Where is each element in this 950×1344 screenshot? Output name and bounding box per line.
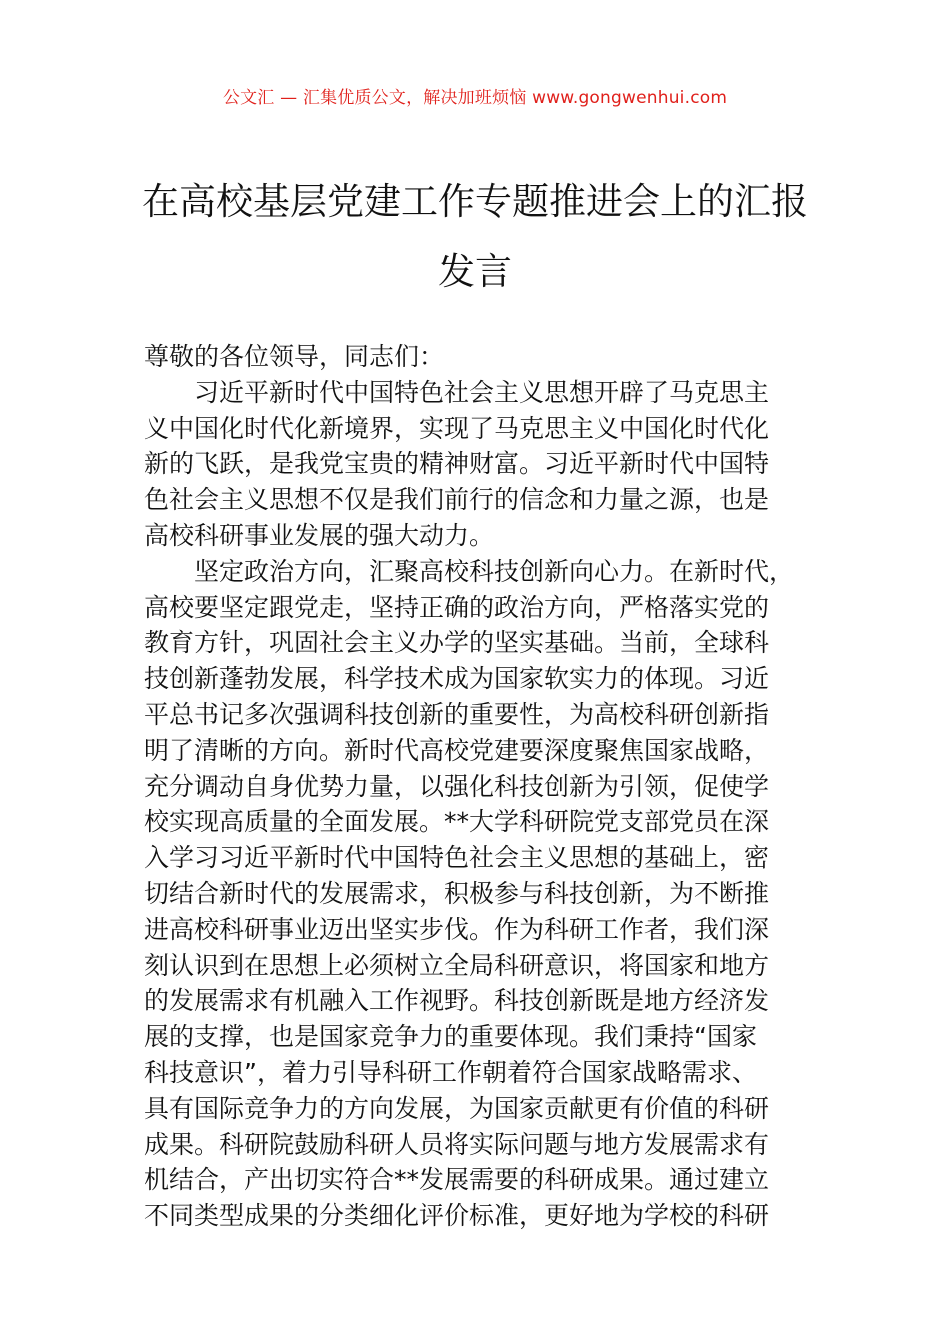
text-line: 切结合新时代的发展需求，积极参与科技创新，为不断推	[144, 878, 770, 908]
paragraph-2	[144, 554, 844, 1234]
document-title-line-1: 在高校基层党建工作专题推进会上的汇报	[142, 180, 808, 223]
text-line: 高校要坚定跟党走，坚持正确的政治方向，严格落实党的	[144, 592, 770, 622]
text-line: 高校科研事业发展的强大动力。	[144, 520, 495, 550]
text-line: 成果。科研院鼓励科研人员将实际问题与地方发展需求有	[144, 1129, 770, 1159]
salutation: 尊敬的各位领导，同志们：	[144, 342, 445, 371]
text-line: 科技意识”，着力引导科研工作朝着符合国家战略需求、	[144, 1057, 757, 1087]
text-line: 进高校科研事业迈出坚实步伐。作为科研工作者，我们深	[144, 914, 770, 944]
text-line: 校实现高质量的全面发展。**大学科研院党支部党员在深	[144, 807, 770, 837]
text-line: 坚定政治方向，汇聚高校科技创新向心力。在新时代，	[194, 556, 795, 586]
text-line: 具有国际竞争力的方向发展，为国家贡献更有价值的科研	[144, 1093, 770, 1123]
text-line: 色社会主义思想不仅是我们前行的信念和力量之源，也是	[144, 485, 770, 515]
text-line: 义中国化时代化新境界，实现了马克思主义中国化时代化	[144, 413, 770, 443]
text-line: 新的飞跃，是我党宝贵的精神财富。习近平新时代中国特	[144, 449, 770, 479]
text-line: 不同类型成果的分类细化评价标准，更好地为学校的科研	[144, 1201, 770, 1231]
text-line: 明了清晰的方向。新时代高校党建要深度聚焦国家战略，	[144, 735, 770, 765]
document-body	[144, 339, 844, 1234]
document-title-line-2: 发言	[438, 250, 512, 293]
text-line: 充分调动自身优势力量，以强化科技创新为引领，促使学	[144, 771, 770, 801]
text-line: 展的支撑，也是国家竞争力的重要体现。我们秉持“国家	[144, 1022, 757, 1052]
text-line: 刻认识到在思想上必须树立全局科研意识，将国家和地方	[144, 950, 770, 980]
text-line: 习近平新时代中国特色社会主义思想开辟了马克思主	[194, 377, 770, 407]
text-line: 教育方针，巩固社会主义办学的坚实基础。当前，全球科	[144, 628, 770, 658]
text-line: 平总书记多次强调科技创新的重要性，为高校科研创新指	[144, 699, 770, 729]
text-line: 入学习习近平新时代中国特色社会主义思想的基础上，密	[144, 843, 770, 873]
text-line: 机结合，产出切实符合**发展需要的科研成果。通过建立	[144, 1165, 770, 1195]
text-line: 的发展需求有机融入工作视野。科技创新既是地方经济发	[144, 986, 770, 1016]
paragraph-1	[144, 375, 844, 554]
header-banner: 公文汇 — 汇集优质公文，解决加班烦恼 www.gongwenhui.com	[222, 88, 728, 108]
text-line: 技创新蓬勃发展，科学技术成为国家软实力的体现。习近	[144, 664, 770, 694]
